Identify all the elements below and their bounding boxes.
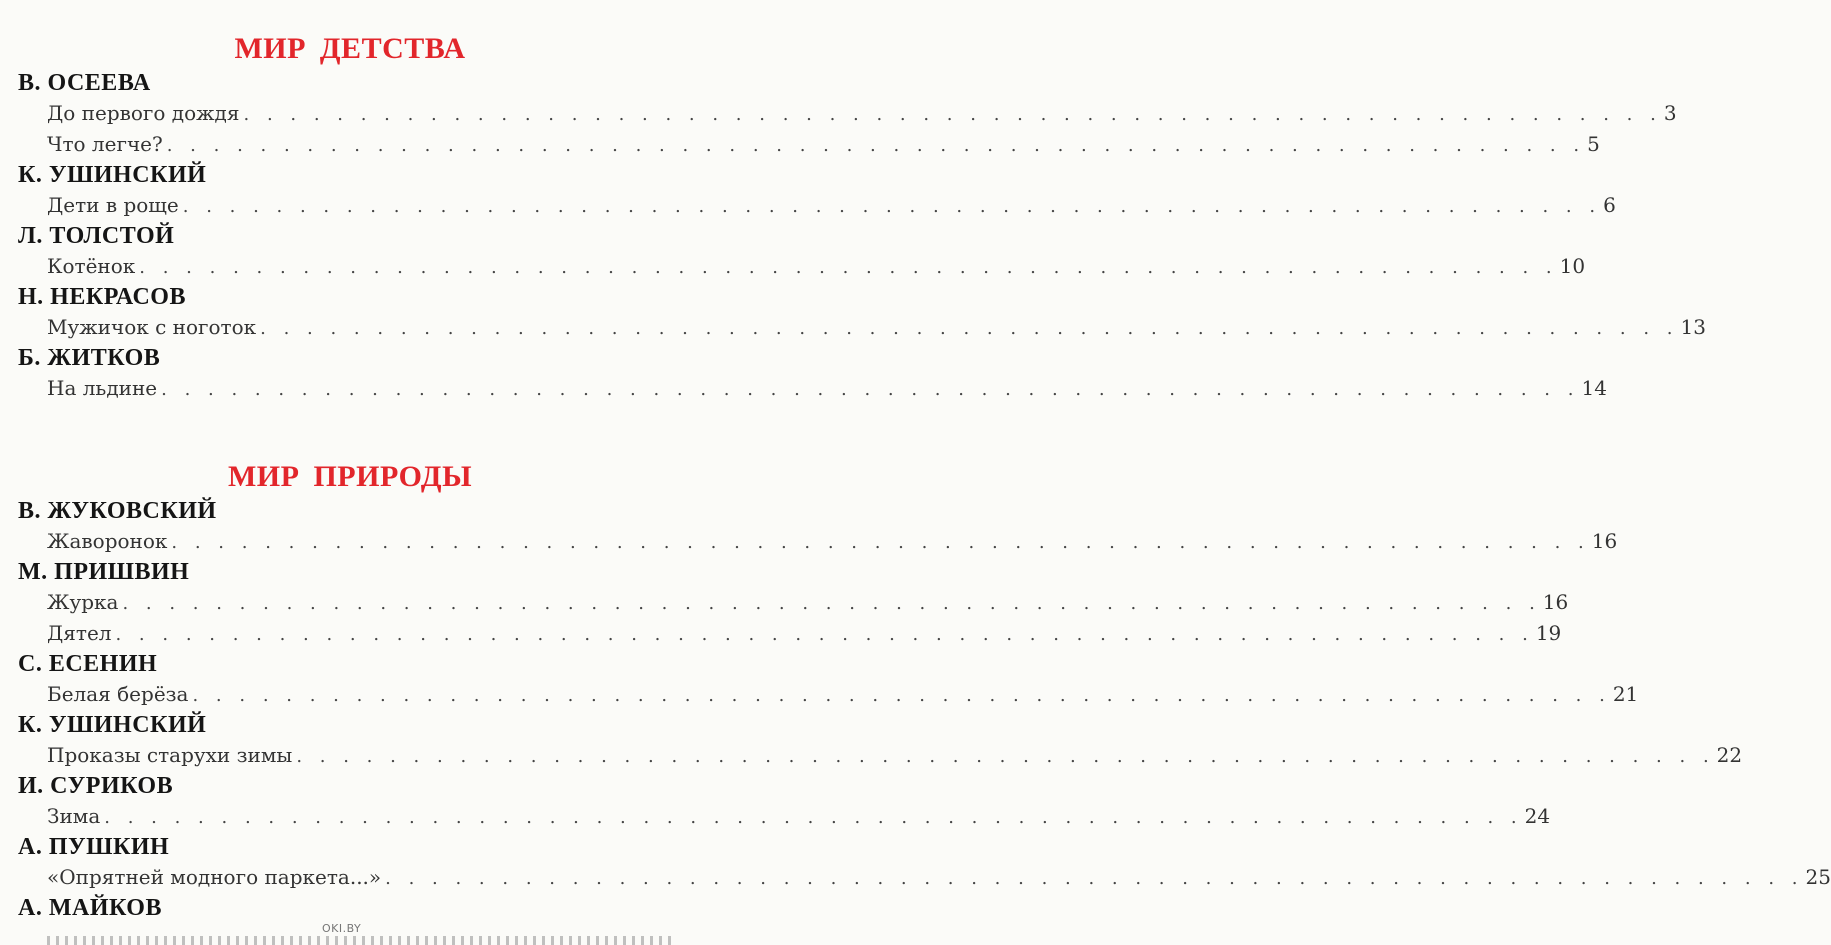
author-heading: М. ПРИШВИН xyxy=(18,559,190,585)
page-number: 3 xyxy=(1663,101,1677,125)
author-heading: К. УШИНСКИЙ xyxy=(18,712,207,738)
toc-entry xyxy=(47,98,1677,129)
dot-leader: . . . . . . . . . . . . . . . . . . . . . . . . . . . . . . . . . . . . . . . . . . . . . . . . . . . . . . . . . . . . . xyxy=(385,868,1804,889)
page-number: 5 xyxy=(1587,132,1600,156)
dot-leader: . . . . . . . . . . . . . . . . . . . . . . . . . . . . . . . . . . . . . . . . . . . . . . . . . . . . . . . . . . . . . xyxy=(296,746,1715,767)
work-title: Мужичок с ноготок xyxy=(47,315,257,339)
watermark: OKI.BY xyxy=(322,922,362,935)
author-heading: С. ЕСЕНИН xyxy=(18,651,158,677)
author-heading: В. ОСЕЕВА xyxy=(18,70,151,96)
dot-leader: . . . . . . . . . . . . . . . . . . . . . . . . . . . . . . . . . . . . . . . . . . . . . . . . . . . . . . . . . . . . . xyxy=(260,318,1679,339)
work-title: Что легче? xyxy=(47,132,163,156)
section-list-mir-prirody xyxy=(0,496,1831,923)
toc-entry xyxy=(47,679,1639,710)
work-title: Жаворонок xyxy=(47,529,168,553)
author-heading: Б. ЖИТКОВ xyxy=(18,345,161,371)
toc-entry xyxy=(47,587,1569,618)
toc-entry xyxy=(47,129,1600,160)
work-title: На льдине xyxy=(47,376,158,400)
toc-entry xyxy=(47,618,1562,649)
toc-entry xyxy=(47,373,1607,404)
work-title: Белая берёза xyxy=(47,682,189,706)
toc-entry xyxy=(47,526,1618,557)
cut-off-entry-line xyxy=(47,936,674,945)
toc-entry xyxy=(47,312,1706,343)
work-title: Дети в роще xyxy=(47,193,179,217)
work-title: Котёнок xyxy=(47,254,136,278)
toc-entry xyxy=(47,862,1831,893)
dot-leader: . . . . . . . . . . . . . . . . . . . . . . . . . . . . . . . . . . . . . . . . . . . . . . . . . . . . . . . . . . . . . xyxy=(171,532,1590,553)
work-title: Журка xyxy=(47,590,119,614)
page-number: 6 xyxy=(1603,193,1616,217)
dot-leader: . . . . . . . . . . . . . . . . . . . . . . . . . . . . . . . . . . . . . . . . . . . . . . . . . . . . . . . . . . . . . xyxy=(122,593,1541,614)
dot-leader: . . . . . . . . . . . . . . . . . . . . . . . . . . . . . . . . . . . . . . . . . . . . . . . . . . . . . . . . . . . . . xyxy=(182,196,1602,217)
page-number: 25 xyxy=(1805,865,1831,889)
work-title: Проказы старухи зимы xyxy=(47,743,293,767)
page-number: 21 xyxy=(1612,682,1639,706)
work-title: До первого дождя xyxy=(47,101,240,125)
dot-leader: . . . . . . . . . . . . . . . . . . . . . . . . . . . . . . . . . . . . . . . . . . . . . . . . . . . . . . . . . . . . . xyxy=(139,257,1558,278)
dot-leader: . . . . . . . . . . . . . . . . . . . . . . . . . . . . . . . . . . . . . . . . . . . . . . . . . . . . . . . . . . . . . xyxy=(161,379,1580,400)
dot-leader: . . . . . . . . . . . . . . . . . . . . . . . . . . . . . . . . . . . . . . . . . . . . . . . . . . . . . . . . . . . . . xyxy=(115,624,1534,645)
page-number: 16 xyxy=(1591,529,1618,553)
toc-entry xyxy=(47,801,1551,832)
dot-leader: . . . . . . . . . . . . . . . . . . . . . . . . . . . . . . . . . . . . . . . . . . . . . . . . . . . . . . . . . . . . . xyxy=(104,807,1523,828)
toc-entry xyxy=(47,251,1586,282)
section-list-mir-detstva xyxy=(0,68,1706,404)
dot-leader: . . . . . . . . . . . . . . . . . . . . . . . . . . . . . . . . . . . . . . . . . . . . . . . . . . . . . . . . . . . . . xyxy=(243,104,1662,125)
author-heading: Н. НЕКРАСОВ xyxy=(18,284,186,310)
page-number: 24 xyxy=(1524,804,1551,828)
author-heading: В. ЖУКОВСКИЙ xyxy=(18,498,217,524)
section-title-mir-detstva: МИР ДЕТСТВА xyxy=(234,32,466,65)
page-number: 14 xyxy=(1581,376,1607,400)
dot-leader: . . . . . . . . . . . . . . . . . . . . . . . . . . . . . . . . . . . . . . . . . . . . . . . . . . . . . . . . . . . . . xyxy=(192,685,1611,706)
page-number: 16 xyxy=(1542,590,1569,614)
author-heading: А. МАЙКОВ xyxy=(18,895,162,921)
author-heading: Л. ТОЛСТОЙ xyxy=(18,223,175,249)
page-number: 13 xyxy=(1680,315,1706,339)
page-number: 22 xyxy=(1716,743,1743,767)
work-title: Дятел xyxy=(47,621,112,645)
page-number: 10 xyxy=(1559,254,1586,278)
author-heading: К. УШИНСКИЙ xyxy=(18,162,207,188)
page-number: 19 xyxy=(1535,621,1562,645)
author-heading: И. СУРИКОВ xyxy=(18,773,174,799)
work-title: Зима xyxy=(47,804,101,828)
dot-leader: . . . . . . . . . . . . . . . . . . . . . . . . . . . . . . . . . . . . . . . . . . . . . . . . . . . . . . . . . . . . . xyxy=(166,135,1586,156)
toc-entry xyxy=(47,190,1616,221)
author-heading: А. ПУШКИН xyxy=(18,834,170,860)
work-title: «Опрятней модного паркета...» xyxy=(47,865,382,889)
section-title-mir-prirody: МИР ПРИРОДЫ xyxy=(227,460,473,493)
toc-entry xyxy=(47,740,1743,771)
